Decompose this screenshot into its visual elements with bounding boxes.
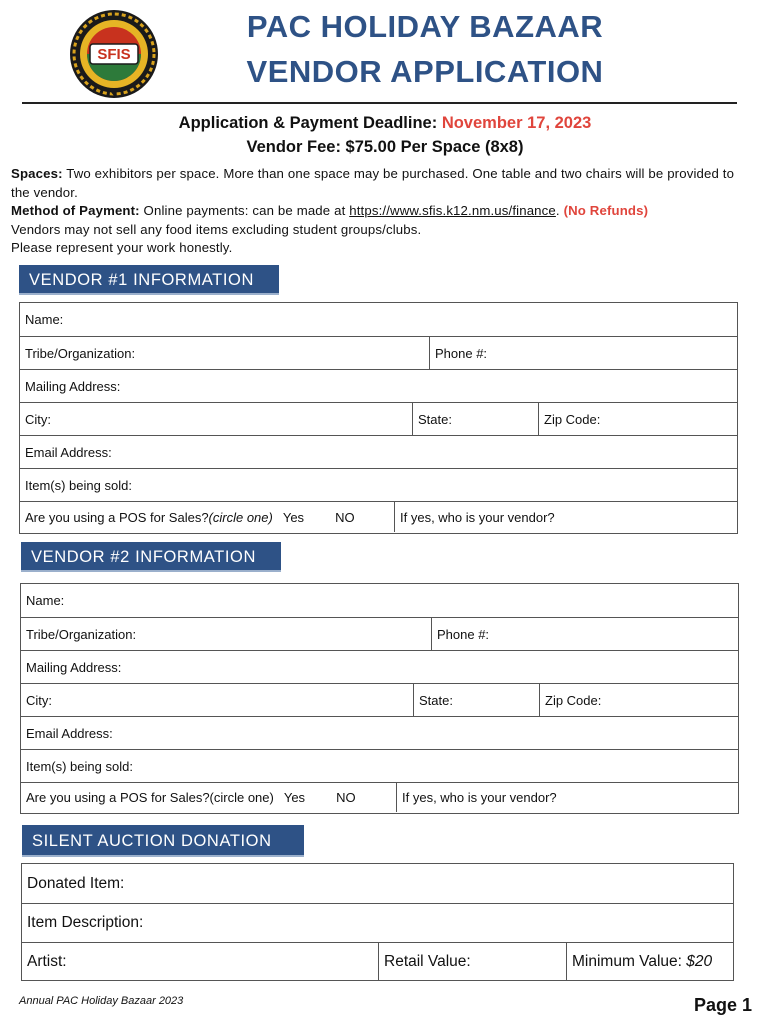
auction-row-description — [22, 903, 733, 942]
vendor1-heading: VENDOR #1 INFORMATION — [19, 265, 279, 295]
auction-artist-field[interactable] — [22, 943, 378, 980]
sfis-logo — [68, 8, 160, 100]
vendor1-row-email — [20, 435, 737, 468]
intro-text — [11, 165, 751, 258]
vendor2-email-field[interactable] — [21, 717, 738, 749]
vendor1-pos-vendor-label: If yes, who is your vendor? — [400, 509, 555, 525]
vendor1-pos-yes[interactable]: Yes — [282, 509, 305, 525]
vendor1-form — [19, 302, 738, 534]
vendor2-state-label: State: — [419, 692, 453, 708]
vendor2-items-field[interactable] — [21, 750, 738, 782]
vendor2-row-items — [21, 749, 738, 782]
vendor2-mailing-field[interactable] — [21, 651, 738, 683]
vendor2-heading: VENDOR #2 INFORMATION — [21, 542, 281, 572]
auction-artist-label: Artist: — [27, 952, 67, 970]
vendor1-items-field[interactable] — [20, 469, 737, 501]
vendor2-row-city — [21, 683, 738, 716]
vendor1-tribe-label: Tribe/Organization: — [25, 345, 136, 361]
vendor1-row-tribe — [20, 336, 737, 369]
spaces-paragraph — [11, 165, 751, 202]
vendor2-row-email — [21, 716, 738, 749]
vendor1-row-pos — [20, 501, 737, 532]
vendor2-pos-yes[interactable]: Yes — [283, 790, 306, 805]
vendor1-row-city — [20, 402, 737, 435]
page-title-line2: VENDOR APPLICATION — [246, 54, 604, 89]
vendor2-pos-hint: (circle one) — [209, 790, 274, 805]
vendor1-name-field[interactable] — [20, 303, 737, 336]
no-refunds: (No Refunds) — [563, 203, 649, 218]
vendor1-pos-vendor-field[interactable] — [394, 502, 737, 532]
auction-retail-value-field[interactable] — [378, 943, 566, 980]
spaces-label: Spaces: — [11, 166, 63, 181]
vendor2-pos-vendor-label: If yes, who is your vendor? — [402, 790, 557, 805]
vendor1-row-mailing — [20, 369, 737, 402]
vendor1-name-label: Name: — [25, 312, 64, 327]
vendor1-mailing-label: Mailing Address: — [25, 378, 121, 394]
vendor2-mailing-label: Mailing Address: — [26, 659, 122, 675]
vendor2-phone-field[interactable] — [431, 618, 738, 650]
spaces-text: Two exhibitors per space. More than one space may be purchased. One table and two chairs will be provided to the vendor. — [11, 166, 735, 200]
vendor1-items-label: Item(s) being sold: — [25, 477, 132, 493]
vendor2-row-name — [21, 584, 738, 617]
auction-donated-item-field[interactable] — [22, 864, 733, 903]
payment-label: Method of Payment: — [11, 203, 140, 218]
vendor2-row-mailing — [21, 650, 738, 683]
vendor2-pos-question: Are you using a POS for Sales? — [26, 790, 210, 805]
vendor1-phone-field[interactable] — [429, 337, 737, 369]
vendor2-form — [20, 583, 739, 814]
header-divider — [22, 102, 737, 104]
auction-row-values — [22, 942, 733, 980]
payment-text: Online payments: can be made at — [143, 203, 346, 218]
vendor1-row-name — [20, 303, 737, 336]
vendor1-pos-question: Are you using a POS for Sales? — [25, 509, 209, 525]
auction-description-field[interactable] — [22, 904, 733, 942]
finance-link[interactable]: https://www.sfis.k12.nm.us/finance — [349, 203, 556, 218]
vendor2-zip-label: Zip Code: — [545, 692, 602, 708]
vendor1-tribe-field[interactable] — [20, 337, 429, 369]
vendor-fee: Vendor Fee: $75.00 Per Space (8x8) — [246, 138, 524, 156]
vendor1-state-field[interactable] — [412, 403, 538, 435]
vendor1-phone-label: Phone #: — [435, 345, 488, 361]
vendor2-name-label: Name: — [26, 593, 65, 608]
vendor2-row-pos — [21, 782, 738, 812]
vendor1-zip-field[interactable] — [538, 403, 737, 435]
auction-heading: SILENT AUCTION DONATION — [22, 825, 304, 857]
page-number: Page 1 — [693, 995, 752, 1015]
vendor2-city-label: City: — [26, 692, 52, 708]
vendor2-pos-field — [21, 783, 396, 812]
honesty-note: Please represent your work honestly. — [11, 240, 233, 255]
auction-min-value-field — [566, 943, 733, 980]
auction-form — [21, 863, 734, 981]
logo-text: SFIS — [97, 46, 131, 63]
vendor2-email-label: Email Address: — [26, 725, 113, 741]
vendor1-pos-field — [20, 502, 394, 532]
vendor1-pos-no[interactable]: NO — [335, 509, 355, 525]
vendor2-items-label: Item(s) being sold: — [26, 758, 133, 774]
deadline-line — [0, 114, 770, 133]
vendor2-zip-field[interactable] — [539, 684, 738, 716]
vendor2-tribe-label: Tribe/Organization: — [26, 626, 137, 642]
auction-retail-value-label: Retail Value: — [384, 952, 471, 970]
payment-period: . — [555, 203, 560, 218]
auction-row-donated — [22, 864, 733, 903]
vendor1-row-items — [20, 468, 737, 501]
page-title-line1: PAC HOLIDAY BAZAAR — [246, 9, 604, 44]
vendor1-mailing-field[interactable] — [20, 370, 737, 402]
deadline-value: November 17, 2023 — [441, 114, 592, 132]
payment-paragraph — [11, 202, 751, 221]
auction-min-value-label: Minimum Value: — [572, 952, 682, 970]
vendor2-phone-label: Phone #: — [437, 626, 490, 642]
vendor2-name-field[interactable] — [21, 584, 738, 617]
footer-note: Annual PAC Holiday Bazaar 2023 — [19, 995, 184, 1007]
auction-min-value: $20 — [686, 952, 713, 970]
vendor1-email-field[interactable] — [20, 436, 737, 468]
food-note: Vendors may not sell any food items excluding student groups/clubs. — [11, 221, 422, 237]
vendor1-pos-hint: (circle one) — [208, 509, 273, 525]
vendor1-city-field[interactable] — [20, 403, 412, 435]
vendor1-state-label: State: — [418, 411, 452, 427]
vendor2-city-field[interactable] — [21, 684, 413, 716]
vendor2-pos-vendor-field[interactable] — [396, 783, 738, 812]
vendor2-tribe-field[interactable] — [21, 618, 431, 650]
vendor1-city-label: City: — [25, 411, 51, 427]
vendor2-pos-no[interactable]: NO — [336, 790, 356, 805]
auction-donated-item-label: Donated Item: — [27, 874, 125, 892]
vendor1-email-label: Email Address: — [25, 444, 112, 460]
auction-description-label: Item Description: — [27, 914, 144, 931]
vendor1-zip-label: Zip Code: — [544, 411, 601, 427]
vendor2-row-tribe — [21, 617, 738, 650]
deadline-label: Application & Payment Deadline: — [178, 114, 438, 132]
vendor2-state-field[interactable] — [413, 684, 539, 716]
